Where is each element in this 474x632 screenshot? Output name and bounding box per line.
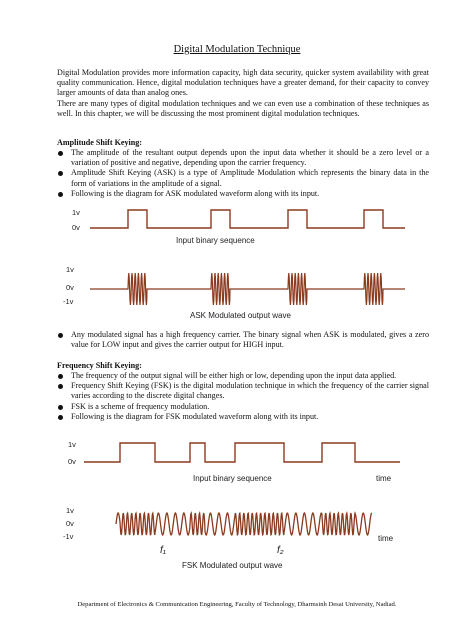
fsk-input-label-1v: 1v xyxy=(68,440,76,449)
list-item: Following is the diagram for ASK modulated waveform along with its input. xyxy=(57,189,429,199)
list-item: Amplitude Shift Keying (ASK) is a type of Amplitude Modulation which represents the binary data in the form of variations in the amplitude of a signal. xyxy=(57,168,429,188)
ask-input-label-1v: 1v xyxy=(72,208,80,217)
ask-output-label-1v: 1v xyxy=(66,265,74,274)
fsk-output-diagram xyxy=(63,506,394,570)
fsk-output-label-0v: 0v xyxy=(66,519,74,528)
fsk-output-time-label: time xyxy=(378,534,394,543)
fsk-input-caption: Input binary sequence xyxy=(193,474,272,483)
list-item: FSK is a scheme of frequency modulation. xyxy=(57,402,429,412)
list-item: Frequency Shift Keying (FSK) is the digital modulation technique in which the frequency of the carrier signal varies according to the discrete digital changes. xyxy=(57,381,429,401)
fsk-input-time-label: time xyxy=(376,474,392,483)
fsk-output-waveform xyxy=(116,513,372,535)
intro-paragraph-2: There are many types of digital modulation techniques and we can even use a combination of these techniques as well. In this chapter, we will be discussing the most prominent digital modulation techniques. xyxy=(57,99,429,119)
ask-input-caption: Input binary sequence xyxy=(176,236,255,245)
fsk-output-label-1v: 1v xyxy=(66,506,74,515)
fsk-output-label-neg1v: -1v xyxy=(63,532,74,541)
ask-input-waveform xyxy=(90,210,405,228)
f1-label: f₁ xyxy=(160,545,166,556)
page-footer: Department of Electronics & Communication Engineering, Faculty of Technology, Dharmsinh Desai University, Nadiad. xyxy=(77,601,397,608)
list-item: Any modulated signal has a high frequency carrier. The binary signal when ASK is modulated, gives a zero value for LOW input and gives the carrier output for HIGH input. xyxy=(57,330,429,350)
ask-output-label-0v: 0v xyxy=(66,283,74,292)
fsk-input-diagram xyxy=(68,440,400,483)
list-item: Following is the diagram for FSK modulated waveform along with its input. xyxy=(57,412,429,422)
ask-output-diagram xyxy=(63,265,405,320)
ask-output-label-neg1v: -1v xyxy=(63,297,74,306)
fsk-output-caption: FSK Modulated output wave xyxy=(182,561,283,570)
intro-paragraph-1: Digital Modulation provides more information capacity, high data security, quicker system availability with great quality communication. Hence, digital modulation techniques have a greater demand, for their capacity to convey larger amounts of data than analog ones. xyxy=(57,68,429,98)
ask-output-waveform xyxy=(90,273,405,305)
ask-input-label-0v: 0v xyxy=(72,223,80,232)
fsk-heading: Frequency Shift Keying: xyxy=(57,361,142,370)
ask-input-diagram xyxy=(72,208,405,245)
list-item: The frequency of the output signal will be either high or low, depending upon the input data applied. xyxy=(57,371,429,381)
f2-label: f₂ xyxy=(277,545,284,556)
page-title: Digital Modulation Technique xyxy=(173,44,301,55)
fsk-input-label-0v: 0v xyxy=(68,457,76,466)
ask-heading: Amplitude Shift Keying: xyxy=(57,138,142,147)
fsk-input-waveform xyxy=(84,443,400,462)
list-item: The amplitude of the resultant output depends upon the input data whether it should be a zero level or a variation of positive and negative, depending upon the carrier frequency. xyxy=(57,148,429,168)
ask-output-caption: ASK Modulated output wave xyxy=(190,311,291,320)
